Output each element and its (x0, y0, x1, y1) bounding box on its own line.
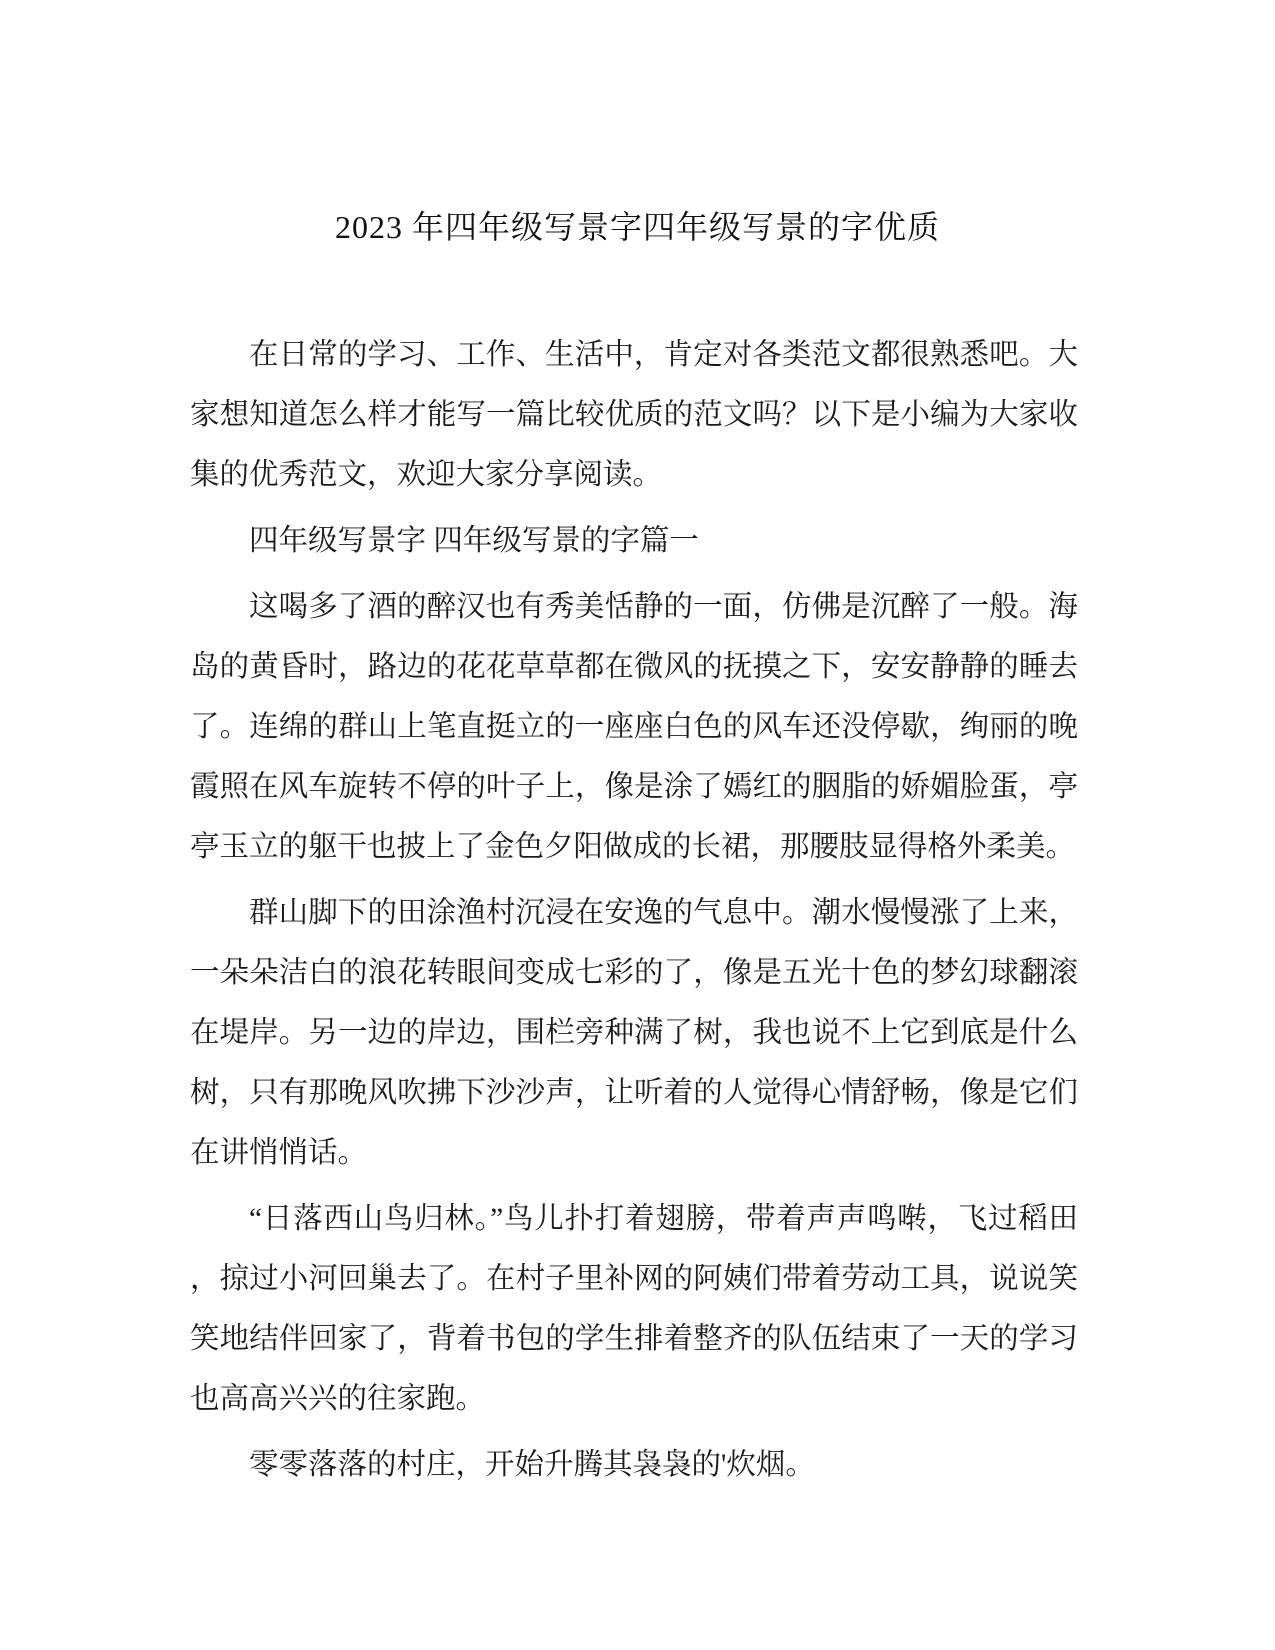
paragraph (190, 1435, 1078, 1495)
paragraph (190, 325, 1078, 505)
paragraph-line: 在讲悄悄话。 (190, 1137, 368, 1169)
paragraph-line: 在日常的学习、工作、生活中，肯定对各类范文都很熟悉吧。大 (249, 339, 1078, 371)
paragraph-line: ，掠过小河回巢去了。在村子里补网的阿姨们带着劳动工具，说说笑 (190, 1263, 1078, 1295)
paragraph-line: 群山脚下的田涂渔村沉浸在安逸的气息中。潮水慢慢涨了上来， (249, 897, 1078, 929)
paragraph-line: 零零落落的村庄，开始升腾其袅袅的'炊烟。 (249, 1449, 815, 1481)
paragraph (190, 1189, 1078, 1429)
paragraph-line: 集的优秀范文，欢迎大家分享阅读。 (190, 459, 663, 491)
paragraph-line: 家想知道怎么样才能写一篇比较优质的范文吗？以下是小编为大家收 (190, 399, 1078, 431)
paragraph-line: 岛的黄昏时，路边的花花草草都在微风的抚摸之下，安安静静的睡去 (190, 651, 1078, 683)
paragraph-line: 了。连绵的群山上笔直挺立的一座座白色的风车还没停歇，绚丽的晚 (190, 711, 1078, 743)
paragraph (190, 511, 1078, 571)
paragraph-line: 笑地结伴回家了，背着书包的学生排着整齐的队伍结束了一天的学习 (190, 1323, 1078, 1355)
document-title: 2023 年四年级写景字四年级写景的字优质 (334, 209, 940, 245)
paragraph-line: 也高高兴兴的往家跑。 (190, 1383, 486, 1415)
paragraph-line: 在堤岸。另一边的岸边，围栏旁种满了树，我也说不上它到底是什么 (190, 1017, 1078, 1049)
paragraph-line: 树，只有那晚风吹拂下沙沙声，让听着的人觉得心情舒畅，像是它们 (190, 1077, 1078, 1109)
paragraph (190, 883, 1078, 1183)
document-body (190, 325, 1078, 1495)
paragraph-line: “日落西山鸟归林。”鸟儿扑打着翅膀，带着声声鸣啭，飞过稻田 (249, 1203, 1078, 1235)
paragraph (190, 577, 1078, 877)
paragraph-line: 一朵朵洁白的浪花转眼间变成七彩的了，像是五光十色的梦幻球翻滚 (190, 957, 1078, 989)
paragraph-line: 亭玉立的躯干也披上了金色夕阳做成的长裙，那腰肢显得格外柔美。 (190, 831, 1076, 863)
paragraph-line: 霞照在风车旋转不停的叶子上，像是涂了嫣红的胭脂的娇媚脸蛋，亭 (190, 771, 1078, 803)
paragraph-line: 这喝多了酒的醉汉也有秀美恬静的一面，仿佛是沉醉了一般。海 (249, 591, 1078, 623)
paragraph-line: 四年级写景字 四年级写景的字篇一 (249, 525, 699, 557)
